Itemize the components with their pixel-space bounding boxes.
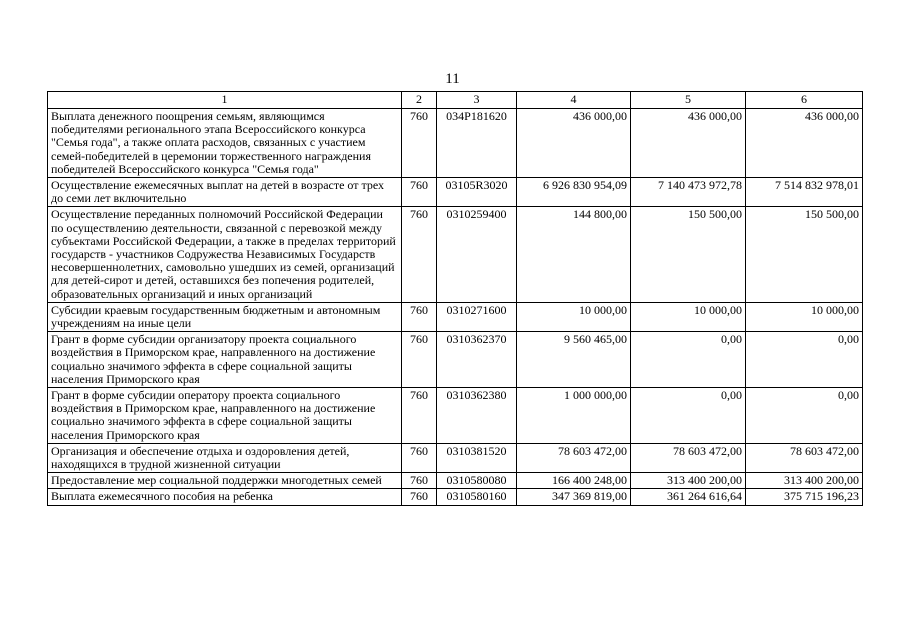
ministry-code: 760 xyxy=(402,473,437,489)
column-header: 5 xyxy=(631,92,746,109)
amount-col-6: 313 400 200,00 xyxy=(746,473,863,489)
amount-col-4: 144 800,00 xyxy=(517,207,631,302)
amount-col-5: 7 140 473 972,78 xyxy=(631,178,746,207)
amount-col-6: 436 000,00 xyxy=(746,109,863,178)
ministry-code: 760 xyxy=(402,489,437,505)
ministry-code: 760 xyxy=(402,388,437,444)
expense-name: Грант в форме субсидии оператору проекта социального воздействия в Приморском крае, направленного на достижение социально значимого эффекта в сфере социальной защиты населения Приморского края xyxy=(48,388,402,444)
amount-col-6: 10 000,00 xyxy=(746,302,863,331)
amount-col-6: 150 500,00 xyxy=(746,207,863,302)
amount-col-4: 1 000 000,00 xyxy=(517,388,631,444)
table-row xyxy=(48,388,863,444)
column-header: 2 xyxy=(402,92,437,109)
expense-name: Грант в форме субсидии организатору проекта социального воздействия в Приморском крае, направленного на достижение социально значимого эффекта в сфере социальной защиты населения Приморского края xyxy=(48,332,402,388)
amount-col-4: 436 000,00 xyxy=(517,109,631,178)
target-article-code: 0310580080 xyxy=(437,473,517,489)
target-article-code: 0310381520 xyxy=(437,443,517,472)
column-header: 6 xyxy=(746,92,863,109)
expense-name: Осуществление ежемесячных выплат на детей в возрасте от трех до семи лет включительно xyxy=(48,178,402,207)
expense-name: Субсидии краевым государственным бюджетным и автономным учреждениям на иные цели xyxy=(48,302,402,331)
page-number: 11 xyxy=(445,71,460,87)
ministry-code: 760 xyxy=(402,302,437,331)
column-header: 1 xyxy=(48,92,402,109)
amount-col-6: 7 514 832 978,01 xyxy=(746,178,863,207)
amount-col-6: 78 603 472,00 xyxy=(746,443,863,472)
amount-col-4: 78 603 472,00 xyxy=(517,443,631,472)
amount-col-6: 0,00 xyxy=(746,332,863,388)
ministry-code: 760 xyxy=(402,207,437,302)
target-article-code: 0310580160 xyxy=(437,489,517,505)
amount-col-5: 78 603 472,00 xyxy=(631,443,746,472)
table-row xyxy=(48,332,863,388)
column-header: 3 xyxy=(437,92,517,109)
target-article-code: 0310362380 xyxy=(437,388,517,444)
amount-col-5: 0,00 xyxy=(631,332,746,388)
table-row xyxy=(48,443,863,472)
ministry-code: 760 xyxy=(402,109,437,178)
amount-col-4: 9 560 465,00 xyxy=(517,332,631,388)
table-row xyxy=(48,473,863,489)
expense-name: Осуществление переданных полномочий Российской Федерации по осуществлению деятельности, связанной с перевозкой между субъектами Российской Федерации, а также в пределах территорий государств - участников Содружества Независимых Государств несовершеннолетних, самовольно ушедших из семей, организаций для детей-сирот и детей, оставшихся без попечения родителей, образовательных организаций и иных организаций xyxy=(48,207,402,302)
table-row xyxy=(48,207,863,302)
amount-col-4: 6 926 830 954,09 xyxy=(517,178,631,207)
amount-col-5: 10 000,00 xyxy=(631,302,746,331)
target-article-code: 034P181620 xyxy=(437,109,517,178)
table-row xyxy=(48,178,863,207)
amount-col-5: 313 400 200,00 xyxy=(631,473,746,489)
amount-col-5: 361 264 616,64 xyxy=(631,489,746,505)
ministry-code: 760 xyxy=(402,332,437,388)
column-header: 4 xyxy=(517,92,631,109)
target-article-code: 0310362370 xyxy=(437,332,517,388)
amount-col-6: 375 715 196,23 xyxy=(746,489,863,505)
amount-col-5: 436 000,00 xyxy=(631,109,746,178)
budget-table xyxy=(47,91,863,506)
ministry-code: 760 xyxy=(402,178,437,207)
amount-col-5: 0,00 xyxy=(631,388,746,444)
expense-name: Выплата ежемесячного пособия на ребенка xyxy=(48,489,402,505)
table-row xyxy=(48,109,863,178)
amount-col-4: 347 369 819,00 xyxy=(517,489,631,505)
table-row xyxy=(48,302,863,331)
expense-name: Выплата денежного поощрения семьям, являющимся победителями регионального этапа Всероссийского конкурса "Семья года", а также оплата расходов, связанных с участием семей-победителей в церемонии торжественного награждения победителей Всероссийского конкурса "Семья года" xyxy=(48,109,402,178)
target-article-code: 03105R3020 xyxy=(437,178,517,207)
amount-col-4: 166 400 248,00 xyxy=(517,473,631,489)
amount-col-4: 10 000,00 xyxy=(517,302,631,331)
table-row xyxy=(48,489,863,505)
amount-col-6: 0,00 xyxy=(746,388,863,444)
target-article-code: 0310259400 xyxy=(437,207,517,302)
amount-col-5: 150 500,00 xyxy=(631,207,746,302)
expense-name: Организация и обеспечение отдыха и оздоровления детей, находящихся в трудной жизненной ситуации xyxy=(48,443,402,472)
column-number-row xyxy=(48,92,863,109)
ministry-code: 760 xyxy=(402,443,437,472)
target-article-code: 0310271600 xyxy=(437,302,517,331)
expense-name: Предоставление мер социальной поддержки многодетных семей xyxy=(48,473,402,489)
